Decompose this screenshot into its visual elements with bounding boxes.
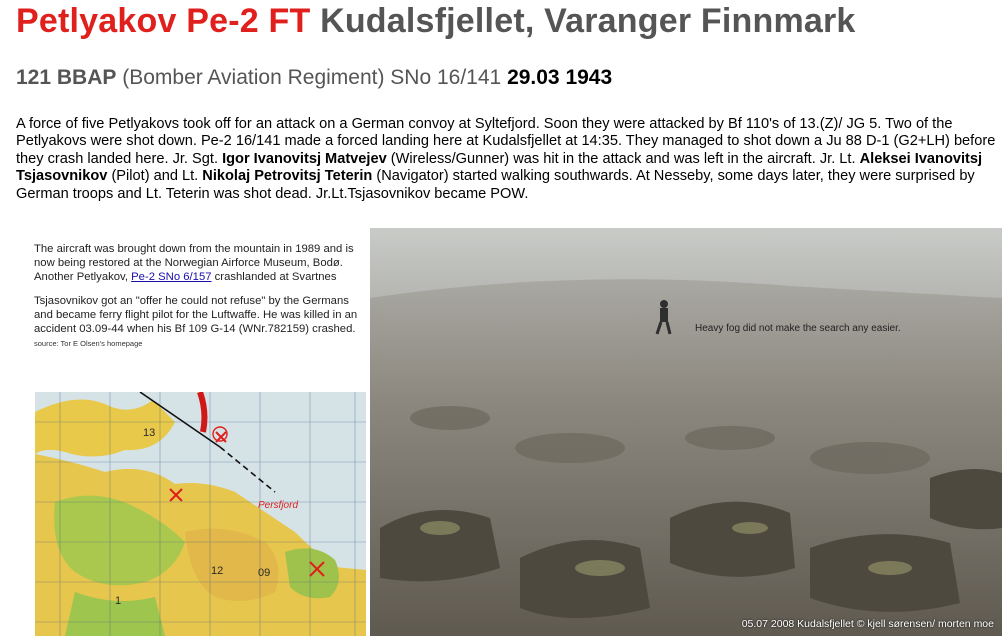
persfjord-label: Persfjord — [258, 500, 299, 511]
museum-note — [34, 242, 366, 284]
photo-credit: 05.07 2008 Kudalsfjellet © kjell sørensen/ morten moe — [741, 618, 994, 630]
page-title — [16, 2, 856, 41]
page-subtitle — [16, 66, 612, 90]
source-credit: source: Tor E Olsen's homepage — [34, 339, 143, 348]
side-notes — [34, 242, 366, 361]
museum-note-text: The aircraft was brought down from the mountain in 1989 and is now being restored at the Norwegian Airforce Museum, Bodø. Another Petlyakov, — [34, 243, 354, 283]
crew-name-tsjasovnikov: Aleksei Ivanovitsj Tsjasovnikov — [16, 150, 983, 185]
crash-date: 29.03 1943 — [507, 66, 613, 89]
museum-note-tail: crashlanded at Svartnes — [211, 271, 337, 283]
intro-paragraph — [16, 116, 1002, 203]
unit-code: 121 BBAP — [16, 66, 117, 89]
pe2-6-157-link[interactable]: Pe-2 SNo 6/157 — [131, 271, 212, 283]
map-grid-label-12: 12 — [211, 565, 224, 577]
crew-name-teterin: Nikolaj Petrovitsj Teterin — [202, 168, 373, 185]
pow-note-text: Tsjasovnikov got an "offer he could not refuse" by the Germans and became ferry flight pilot for the Luftwaffe. He was killed in an accident 03.09-44 when his Bf 109 G-14 (WNr.782159) crashed. — [34, 295, 358, 335]
photo-caption: Heavy fog did not make the search any easier. — [695, 323, 901, 334]
intro-text-1: A force of five Petlyakovs took off for an attack on a German convoy at Syltefjord. Soon they were attacked by Bf 110's of 13.(Z)/ JG 5. Two of the Petlyakovs were shot down. Pe-2 16/141 made a forced landing here at Kudalsfjellet at 14:35. They managed to shot down a Ju 88 D-1 (G2+LH) before they crash landed here. Jr. Sgt. — [16, 116, 996, 167]
intro-text-2: (Wireless/Gunner) was hit in the attack and was left in the aircraft. Jr. Lt. — [386, 150, 860, 167]
map-grid-label-1: 1 — [115, 595, 122, 607]
intro-text-4: (Navigator) started walking southwards. At Nesseby, some days later, they were surprised by German troops and Lt. Teterin was shot dead. Jr.Lt.Tsjasovnikov became POW. — [16, 168, 975, 202]
fog-photo-drawing — [370, 228, 1002, 636]
map-drawing — [35, 392, 366, 636]
pow-note — [34, 294, 366, 351]
crash-map-image — [35, 392, 366, 636]
map-grid-label-09: 09 — [258, 567, 271, 579]
location-title: Kudalsfjellet, Varanger Finnmark — [320, 2, 856, 40]
map-grid-label-13: 13 — [143, 427, 156, 439]
crew-name-matvejev: Igor Ivanovitsj Matvejev — [222, 150, 387, 167]
unit-description: (Bomber Aviation Regiment) SNo 16/141 — [122, 66, 502, 89]
intro-text-3: (Pilot) and Lt. — [107, 168, 203, 185]
aircraft-title: Petlyakov Pe-2 FT — [16, 2, 311, 40]
fog-photo — [370, 228, 1002, 636]
